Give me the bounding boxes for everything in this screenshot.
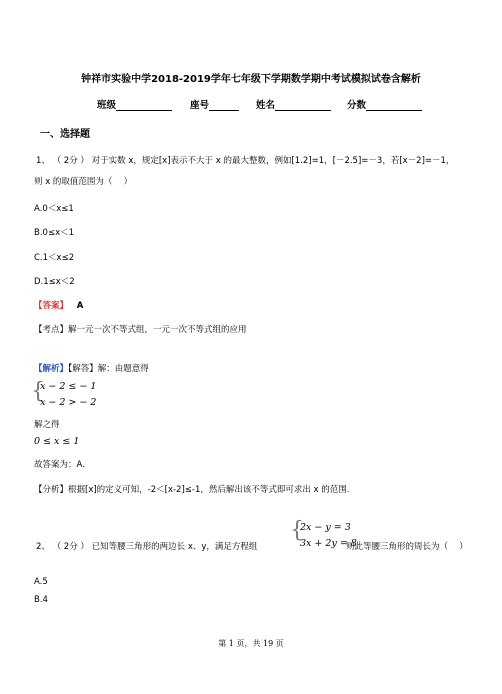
q1-solution: 0 ≤ x ≤ 1 (34, 436, 80, 447)
jieda-text: 【解答】解：由题意得 (68, 364, 149, 374)
q1-system-line1: x − 2 ≤ − 1 (40, 381, 97, 392)
answer-tag: 【答案】 (34, 301, 69, 311)
name-label: 姓名 (256, 100, 276, 111)
q2-stem-after: 则此等腰三角形的周长为（ ） (346, 542, 468, 552)
section-heading: 一、选择题 (40, 129, 90, 140)
class-field (97, 97, 172, 111)
page-footer: 第 1 页，共 19 页 (218, 639, 284, 648)
q1-option-c: C.1＜x≤2 (34, 253, 75, 263)
q2-system-line2: 3x + 2y = 8 (300, 538, 357, 549)
q1-option-a: A.0＜x≤1 (34, 204, 74, 214)
q1-solve-label: 解之得 (34, 420, 60, 430)
system-brace-q1: { (31, 379, 45, 404)
score-label: 分数 (347, 100, 367, 111)
q2-option-b: B.4 (34, 595, 48, 605)
name-blank (275, 100, 331, 111)
q1-answer-row (34, 299, 83, 311)
q2-stem-before: 2、 （ 2分 ） 已知等腰三角形的两边长 x、y，满足方程组 (36, 542, 258, 552)
score-blank (366, 100, 422, 111)
jiexi-tag: 【解析】 (34, 364, 69, 374)
system-brace-q2: { (290, 518, 304, 543)
answer-value: A (76, 301, 84, 311)
seat-label: 座号 (190, 100, 210, 111)
q1-option-d: D.1≤x＜2 (34, 277, 75, 287)
class-label: 班级 (97, 100, 117, 111)
score-field (347, 97, 422, 111)
q1-fenxi: 【分析】根据[x]的定义可知，-2＜[x-2]≤-1，然后解出该不等式即可求出 x 的范围. (34, 485, 350, 495)
name-field (256, 97, 331, 111)
seat-field (190, 97, 239, 111)
q1-system-line2: x − 2 > − 2 (40, 397, 97, 408)
seat-blank (209, 100, 239, 111)
q1-kaodian: 【考点】解一元一次不等式组，一元一次不等式组的应用 (34, 325, 247, 335)
q1-stem-line1: 1、 （ 2分 ） 对于实数 x，规定[x]表示不大于 x 的最大整数，例如[1.2]=1，[－2.5]=－3，若[x－2]=－1， (36, 156, 455, 166)
q1-stem-line2: 则 x 的取值范围为（ ） (34, 177, 133, 187)
q1-option-b: B.0≤x＜1 (34, 228, 75, 238)
q1-jiexi-row (34, 362, 149, 374)
q1-conclusion: 故答案为：A． (34, 460, 91, 470)
class-blank (116, 100, 172, 111)
document-title: 钟祥市实验中学2018-2019学年七年级下学期数学期中考试模拟试卷含解析 (81, 74, 421, 85)
q2-system-line1: 2x − y = 3 (300, 522, 351, 533)
q2-option-a: A.5 (34, 577, 48, 587)
